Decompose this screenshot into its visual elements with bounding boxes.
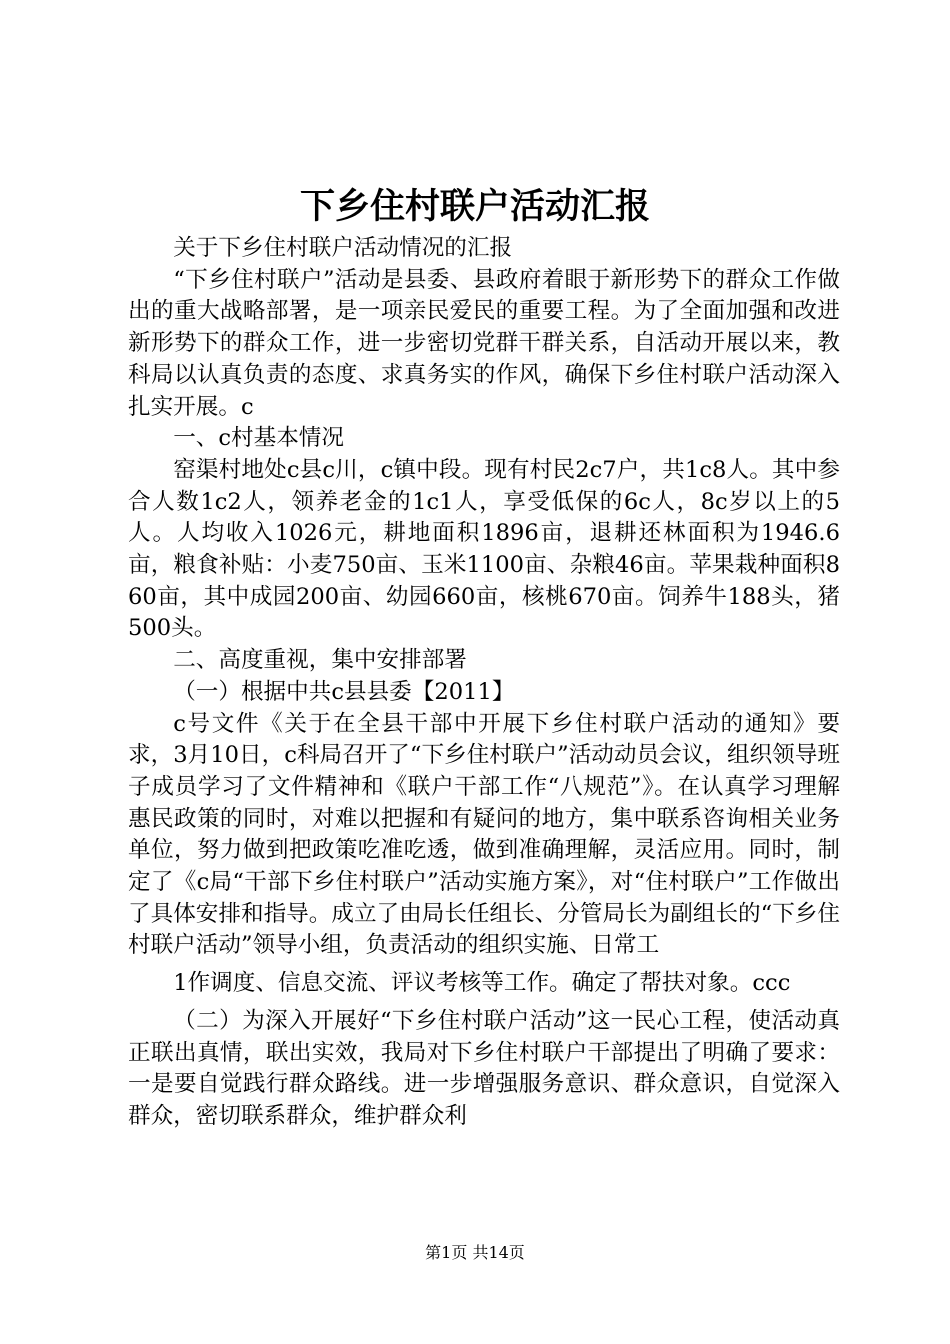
document-paragraph: 1作调度、信息交流、评议考核等工作。确定了帮扶对象。ccc <box>173 970 791 997</box>
document-paragraph: c号文件《关于在全县干部中开展下乡住村联户活动的通知》要求，3月10日，c科局召开了“下乡住村联户”活动动员会议，组织领导班子成员学习了文件精神和《联户干部工作“八规范”》。在认真学习理解惠民政策的同时，对难以把握和有疑问的地方，集中联系咨询相关业务单位，努力做到把政策吃准吃透，做到准确理解，灵活应用。同时，制定了《c局“干部下乡住村联户”活动实施方案》，对“住村联户”工作做出了具体安排和指导。成立了由局长任组长、分管局长为副组长的“下乡住村联户活动”领导小组，负责活动的组织实施、日常工 <box>128 710 840 959</box>
section-heading-1: 一、c村基本情况 <box>173 425 344 452</box>
page-number: 第1页 共14页 <box>425 1243 525 1262</box>
section-heading-2: 二、高度重视，集中安排部署 <box>173 647 467 674</box>
village-info-paragraph: 窑渠村地处c县c川，c镇中段。现有村民2c7户，共1c8人。其中参合人数1c2人，领养老金的1c1人，享受低保的6c人，8c岁以上的5人。人均收入1026元，耕地面积1896亩，退耕还林面积为1946.6亩，粮食补贴：小麦750亩、玉米1100亩、杂粮46亩。苹果栽种面积860亩，其中成园200亩、幼园660亩，核桃670亩。饲养牛188头，猪500头。 <box>128 456 840 642</box>
intro-paragraph: “下乡住村联户”活动是县委、县政府着眼于新形势下的群众工作做出的重大战略部署，是一项亲民爱民的重要工程。为了全面加强和改进新形势下的群众工作，进一步密切党群干群关系，自活动开展以来，教科局以认真负责的态度、求真务实的作风，确保下乡住村联户活动深入扎实开展。c <box>128 266 840 420</box>
subtitle-paragraph: 关于下乡住村联户活动情况的汇报 <box>173 235 513 261</box>
document-title: 下乡住村联户活动汇报 <box>299 187 650 227</box>
document-paragraph: （二）为深入开展好“下乡住村联户活动”这一民心工程，使活动真正联出真情，联出实效，我局对下乡住村联户干部提出了明确了要求：一是要自觉践行群众路线。进一步增强服务意识、群众意识，自觉深入群众，密切联系群众，维护群众利 <box>128 1007 840 1129</box>
subsection-heading-1: （一）根据中共c县县委【2011】 <box>173 678 515 705</box>
document-body <box>128 233 840 1133</box>
